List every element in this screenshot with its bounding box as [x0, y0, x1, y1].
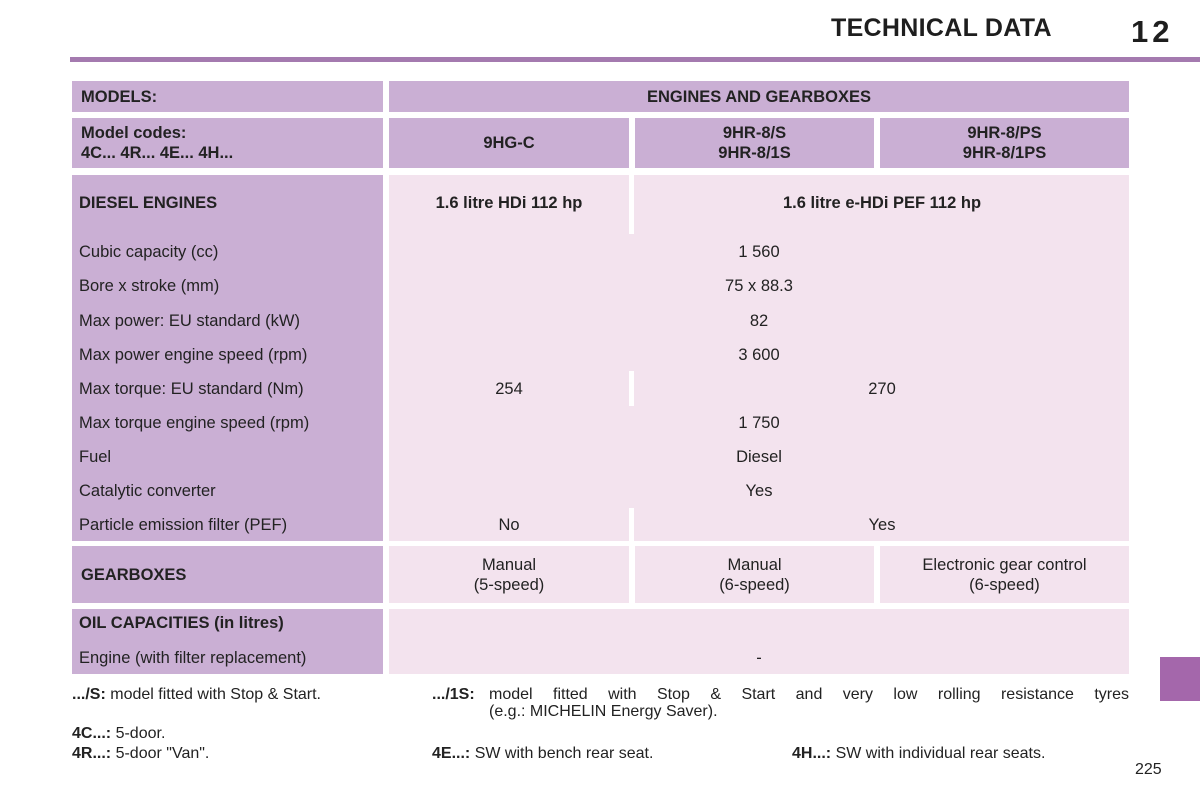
row-label-engine-oil: Engine (with filter replacement) — [79, 649, 307, 667]
code-2-line2: 9HR-8/1S — [718, 144, 791, 162]
chapter-side-tab — [1160, 657, 1200, 701]
row-value-pef-a: No — [498, 516, 520, 534]
row-value-catalytic-converter: Yes — [745, 482, 773, 500]
engine-2-name: 1.6 litre e-HDi PEF 112 hp — [782, 194, 982, 212]
row-value-fuel: Diesel — [736, 448, 782, 466]
gearboxes-label-cell — [72, 546, 383, 603]
separator-engine-header — [629, 175, 634, 234]
row-label-max-torque: Max torque: EU standard (Nm) — [79, 380, 304, 398]
footnote-text-4r: 5-door "Van". — [115, 745, 210, 762]
footnote-4c — [72, 725, 165, 743]
footnote-4r — [72, 745, 209, 763]
gearboxes-label: GEARBOXES — [81, 565, 187, 584]
row-label-bore-stroke: Bore x stroke (mm) — [79, 277, 220, 295]
engine-1-name: 1.6 litre HDi 112 hp — [435, 194, 583, 212]
row-value-max-torque-b: 270 — [868, 380, 896, 398]
row-value-max-torque-a: 254 — [495, 380, 523, 398]
row-label-catalytic-converter: Catalytic converter — [79, 482, 216, 500]
footnote-key-s: .../S: — [72, 686, 106, 703]
gearbox-2-type: Manual — [727, 555, 782, 574]
model-codes-cell — [72, 118, 383, 168]
footnote-key-4e: 4E...: — [432, 745, 471, 762]
row-value-max-torque-speed: 1 750 — [738, 414, 780, 432]
footnote-text-4c: 5-door. — [115, 725, 166, 742]
row-value-max-power: 82 — [749, 312, 769, 330]
code-1: 9HG-C — [483, 134, 535, 152]
footnote-key-1s-wrap — [432, 686, 475, 704]
code-2-line1: 9HR-8/S — [722, 124, 787, 142]
code-cell-2 — [635, 118, 874, 168]
footnote-4e — [432, 745, 653, 763]
row-label-pef: Particle emission filter (PEF) — [79, 516, 288, 534]
row-label-max-torque-speed: Max torque engine speed (rpm) — [79, 414, 310, 432]
page-title: TECHNICAL DATA — [831, 14, 1052, 42]
footnote-key-4h: 4H...: — [792, 745, 832, 762]
model-codes-list: 4C... 4R... 4E... 4H... — [81, 144, 234, 162]
engines-header: ENGINES AND GEARBOXES — [646, 87, 871, 106]
footnote-text-4h: SW with individual rear seats. — [835, 745, 1046, 762]
chapter-number: 12 — [1131, 14, 1174, 49]
separator-pef — [629, 508, 634, 541]
row-value-pef-b: Yes — [868, 516, 896, 534]
row-value-max-power-speed: 3 600 — [738, 346, 780, 364]
row-value-cubic-capacity: 1 560 — [738, 243, 780, 261]
models-label-cell — [72, 81, 383, 112]
row-label-max-power: Max power: EU standard (kW) — [79, 312, 300, 330]
row-value-engine-oil: - — [756, 649, 762, 667]
footnote-4h — [792, 745, 1045, 763]
footnote-text-1s-line1: model fitted with Stop & Start and very low rolling resistance tyres — [489, 686, 1129, 703]
gearbox-2-speeds: (6-speed) — [719, 575, 790, 594]
gearbox-1-speeds: (5-speed) — [473, 575, 545, 594]
gearbox-cell-1 — [389, 546, 629, 603]
footnote-key-4c: 4C...: — [72, 725, 112, 742]
footnote-text-1s-line2: (e.g.: MICHELIN Energy Saver). — [489, 703, 718, 720]
header-rule — [70, 57, 1200, 62]
code-3-line2: 9HR-8/1PS — [962, 144, 1047, 162]
row-label-fuel: Fuel — [79, 448, 112, 466]
page-number: 225 — [1135, 761, 1162, 778]
code-3-line1: 9HR-8/PS — [967, 124, 1042, 142]
row-label-cubic-capacity: Cubic capacity (cc) — [79, 243, 219, 261]
footnote-key-4r: 4R...: — [72, 745, 112, 762]
gearbox-cell-2 — [635, 546, 874, 603]
model-codes-label: Model codes: — [81, 124, 187, 142]
footnote-key-1s: .../1S: — [432, 686, 475, 703]
gearbox-cell-3 — [880, 546, 1129, 603]
gearbox-3-type: Electronic gear control — [922, 555, 1087, 574]
row-value-bore-stroke: 75 x 88.3 — [725, 277, 793, 295]
gearbox-1-type: Manual — [481, 555, 537, 574]
models-label: MODELS: — [81, 87, 158, 106]
gearbox-3-speeds: (6-speed) — [969, 575, 1040, 594]
footnote-stop-start — [72, 686, 321, 704]
engines-header-cell — [389, 81, 1129, 112]
oil-capacities-label: OIL CAPACITIES (in litres) — [79, 614, 284, 632]
row-label-max-power-speed: Max power engine speed (rpm) — [79, 346, 308, 364]
footnote-text-s: model fitted with Stop & Start. — [110, 686, 321, 703]
code-cell-1 — [389, 118, 629, 168]
footnote-text-4e: SW with bench rear seat. — [474, 745, 654, 762]
diesel-engines-label: DIESEL ENGINES — [79, 194, 218, 212]
code-cell-3 — [880, 118, 1129, 168]
separator-torque — [629, 371, 634, 406]
